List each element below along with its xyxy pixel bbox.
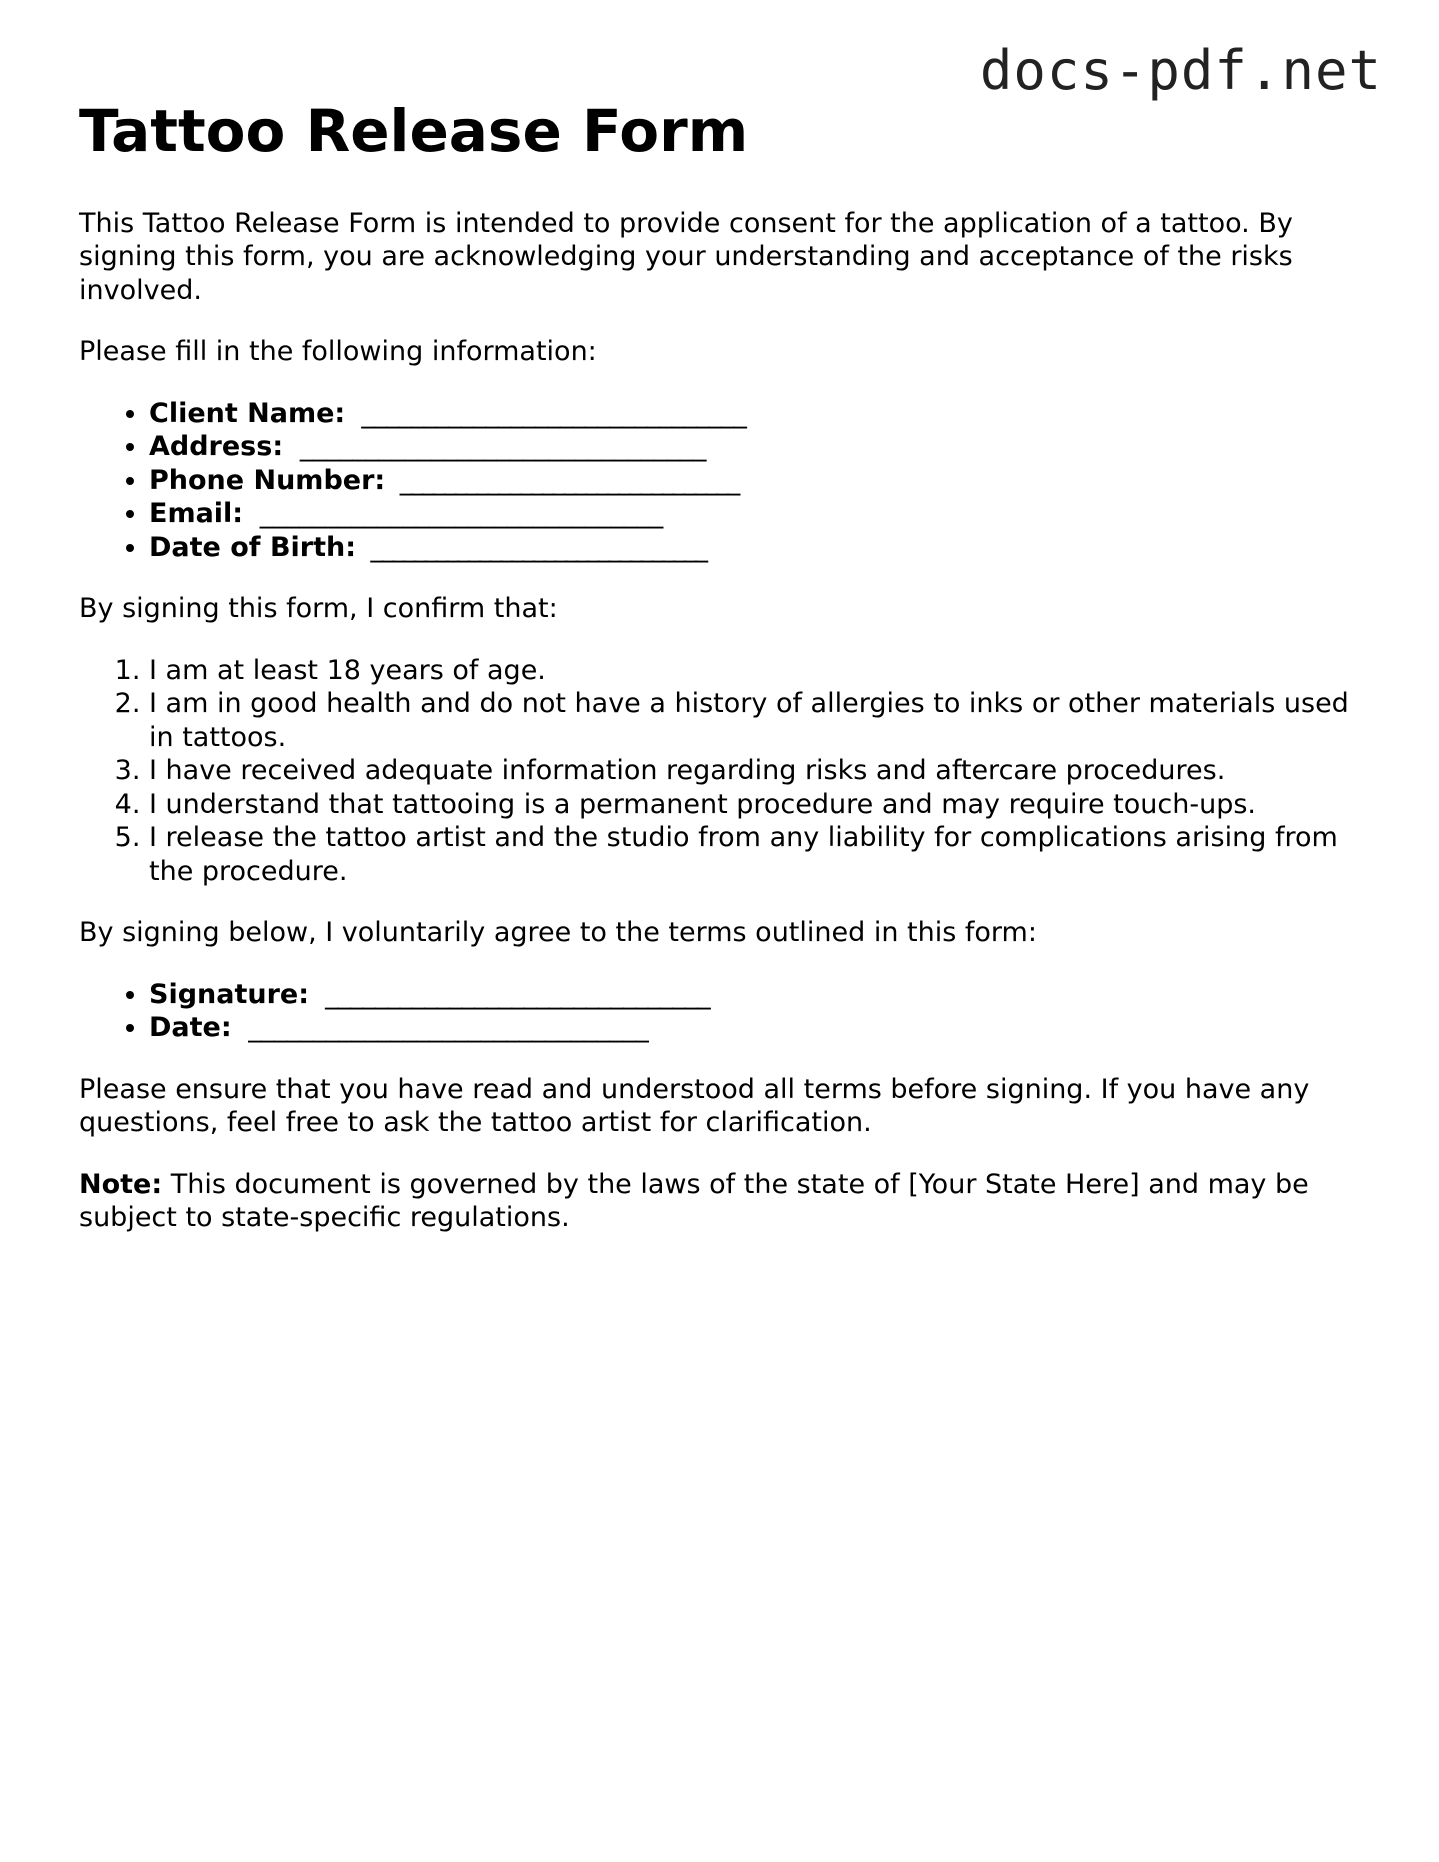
confirmation-item: 4. I understand that tattooing is a permanent procedure and may require touch-ups. [149, 788, 1369, 822]
field-label: Phone Number: [149, 464, 386, 496]
field-label: Date: [149, 1012, 232, 1044]
field-address [149, 430, 1369, 464]
field-date [149, 1011, 1369, 1045]
field-label: Date of Birth: [149, 531, 357, 563]
watermark: docs-pdf.net [979, 39, 1382, 102]
field-line: _______________________________ [361, 397, 746, 429]
confirmation-list [79, 654, 1369, 889]
signature-field-list [79, 978, 1369, 1045]
field-client-name [149, 397, 1369, 431]
field-label: Address: [149, 431, 284, 463]
closing-paragraph: Please ensure that you have read and understood all terms before signing. If you have any questions, feel free to ask the tattoo artist for clarification. [79, 1073, 1310, 1139]
field-line: _______________________________ [399, 464, 738, 496]
field-line: _______________________________ [259, 498, 663, 530]
field-line: _______________________________ [370, 531, 706, 563]
intro-paragraph: This Tattoo Release Form is intended to provide consent for the application of a tattoo. By signing this form, you are acknowledging your understanding and acceptance of the risks involved. [79, 207, 1293, 306]
field-line: _______________________________ [248, 1012, 649, 1044]
field-line: _______________________________ [325, 978, 710, 1010]
field-signature [149, 978, 1369, 1012]
note-paragraph [79, 1168, 1369, 1235]
confirm-prompt: By signing this form, I confirm that: [79, 593, 558, 625]
confirmation-item: 5. I release the tattoo artist and the studio from any liability for complications arising from the procedure. [149, 821, 1369, 888]
field-label: Client Name: [149, 397, 346, 429]
field-line: _______________________________ [299, 431, 707, 463]
info-field-list [79, 397, 1369, 565]
confirmation-item: 2. I am in good health and do not have a history of allergies to inks or other materials used in tattoos. [149, 687, 1369, 754]
field-label: Email: [149, 498, 244, 530]
agree-prompt: By signing below, I voluntarily agree to the terms outlined in this form: [79, 917, 1037, 949]
note-text: This document is governed by the laws of the state of [Your State Here] and may be subject to state-specific regulations. [79, 1168, 1309, 1234]
field-phone-number [149, 464, 1369, 498]
confirmation-item: 1. I am at least 18 years of age. [149, 654, 1369, 688]
field-email [149, 497, 1369, 531]
note-label: Note: [79, 1168, 163, 1200]
field-label: Signature: [149, 978, 310, 1010]
field-date-of-birth [149, 531, 1369, 565]
page-title: Tattoo Release Form [79, 97, 749, 165]
document-page [79, 98, 1369, 1263]
fill-prompt: Please fill in the following information: [79, 336, 597, 368]
confirmation-item: 3. I have received adequate information regarding risks and aftercare procedures. [149, 754, 1369, 788]
